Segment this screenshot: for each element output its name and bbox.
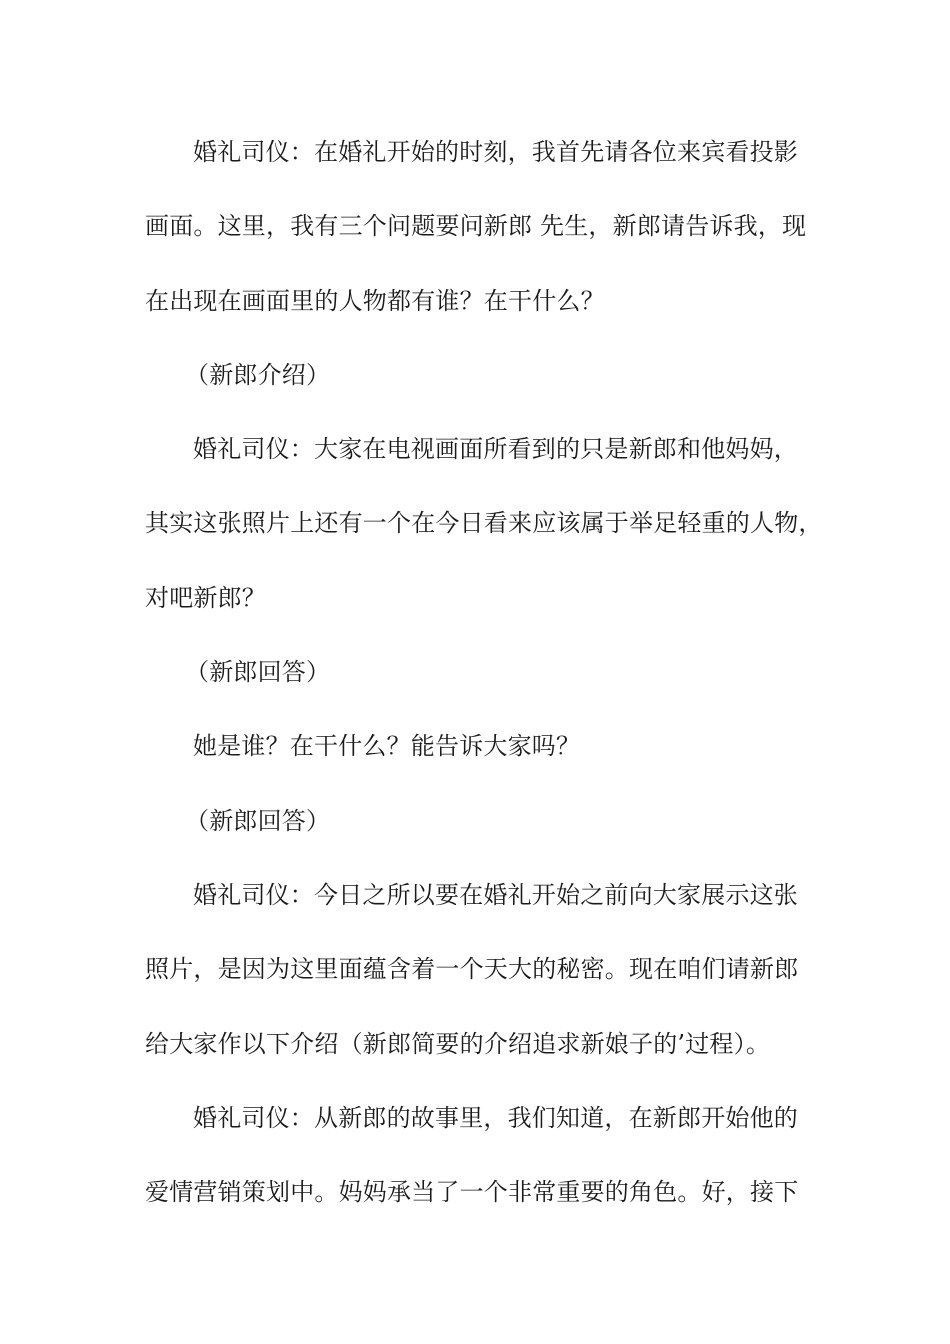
paragraph-line: 她是谁？在干什么？能告诉大家吗？ — [193, 732, 581, 761]
paragraph-line: 在出现在画面里的人物都有谁？在干什么？ — [145, 286, 605, 315]
stage-direction: （新郎回答） — [185, 806, 331, 835]
paragraph-line: 婚礼司仪：今日之所以要在婚礼开始之前向大家展示这张 — [193, 880, 798, 909]
paragraph-line: 给大家作以下介绍（新郎简要的介绍追求新娘子的’过程）。 — [145, 1029, 771, 1058]
document-body — [145, 126, 823, 1240]
paragraph-line: 其实这张照片上还有一个在今日看来应该属于举足轻重的人物， — [145, 509, 823, 538]
stage-direction: （新郎回答） — [185, 658, 331, 687]
paragraph-line: 照片，是因为这里面蕴含着一个天大的秘密。现在咱们请新郎 — [145, 955, 799, 984]
paragraph-line: 婚礼司仪：在婚礼开始的时刻，我首先请各位来宾看投影 — [193, 138, 798, 166]
paragraph-line: 婚礼司仪：大家在电视画面所看到的只是新郎和他妈妈， — [193, 435, 798, 464]
paragraph-line: 画面。这里，我有三个问题要问新郎 先生，新郎请告诉我，现 — [145, 212, 807, 241]
paragraph-line: 对吧新郎？ — [145, 583, 266, 612]
stage-direction: （新郎介绍） — [185, 360, 331, 389]
paragraph-line: 婚礼司仪：从新郎的故事里，我们知道，在新郎开始他的 — [193, 1103, 798, 1132]
paragraph-line: 爱情营销策划中。妈妈承当了一个非常重要的角色。好，接下 — [145, 1178, 799, 1207]
